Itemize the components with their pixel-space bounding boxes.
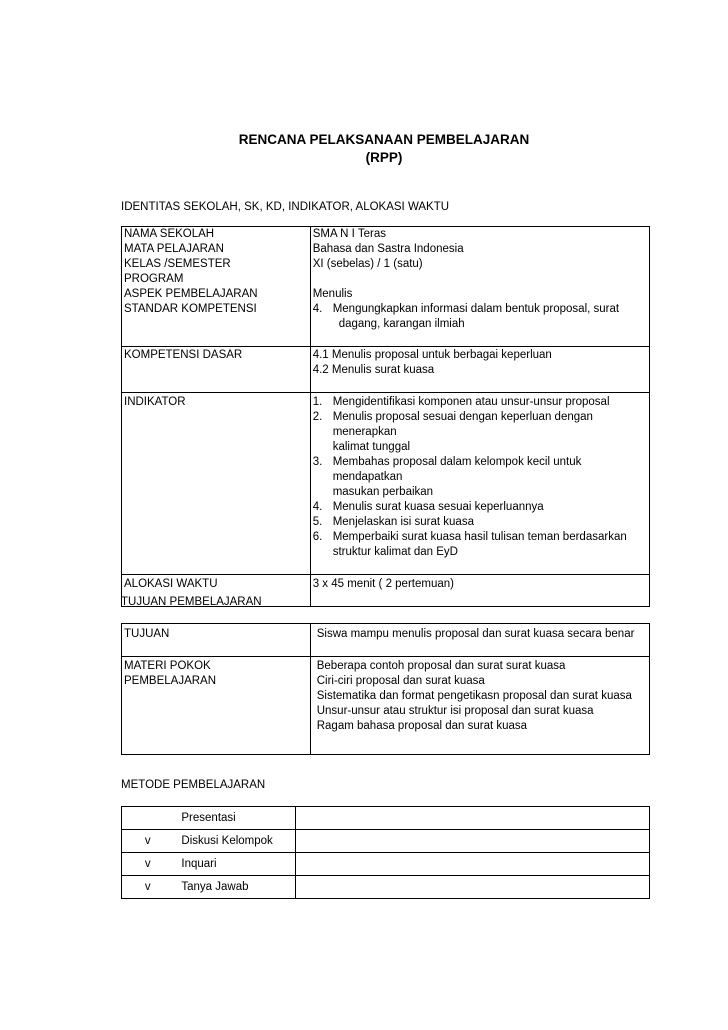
indikator-item: 4. Menulis surat kuasa sesuai keperluannya <box>312 501 544 513</box>
title-line-2: (RPP) <box>365 150 403 165</box>
metode-row <box>122 876 650 899</box>
metode-name: Presentasi <box>173 807 295 830</box>
label-alokasi-waktu: ALOKASI WAKTU <box>122 575 311 607</box>
metode-notes <box>295 876 649 899</box>
section-heading-identitas: IDENTITAS SEKOLAH, SK, KD, INDIKATOR, ALOKASI WAKTU <box>121 201 450 213</box>
value-indikator <box>310 393 649 575</box>
kd-item-2: 4.2 Menulis surat kuasa <box>312 364 435 376</box>
materi-item: Ragam bahasa proposal dan surat kuasa <box>316 720 528 732</box>
metode-check-mark: v <box>122 853 174 876</box>
indikator-list <box>313 395 647 560</box>
label-mata-pelajaran: MATA PELAJARAN <box>122 242 311 257</box>
value-program <box>310 272 649 287</box>
indikator-item: 1. Mengidentifikasi komponen atau unsur-unsur proposal <box>312 396 610 408</box>
metode-check-mark: v <box>122 830 174 853</box>
label-kompetensi-dasar: KOMPETENSI DASAR <box>122 347 311 393</box>
metode-name: Diskusi Kelompok <box>173 830 295 853</box>
value-standar-kompetensi: 4. Mengungkapkan informasi dalam bentuk proposal, surat dagang, karangan ilmiah <box>310 302 649 347</box>
label-indikator: INDIKATOR <box>122 393 311 575</box>
label-materi-pokok: MATERI POKOK PEMBELAJARAN <box>122 657 311 755</box>
value-aspek: Menulis <box>310 287 649 302</box>
metode-table <box>121 806 650 899</box>
metode-name: Tanya Jawab <box>173 876 295 899</box>
metode-name: Inquari <box>173 853 295 876</box>
metode-notes <box>295 830 649 853</box>
metode-notes <box>295 853 649 876</box>
label-kelas-semester: KELAS /SEMESTER <box>122 257 311 272</box>
materi-list <box>317 659 647 734</box>
indikator-item: 2. Menulis proposal sesuai dengan keperluan dengan menerapkan kalimat tunggal <box>312 411 593 453</box>
metode-check-mark: v <box>122 876 174 899</box>
value-materi-pokok <box>310 657 649 755</box>
value-tujuan: Siswa mampu menulis proposal dan surat kuasa secara benar <box>310 624 649 657</box>
title-line-1: RENCANA PELAKSANAAN PEMBELAJARAN <box>238 132 530 147</box>
metode-row <box>122 853 650 876</box>
value-nama-sekolah: SMA N I Teras <box>310 227 649 243</box>
document-title <box>0 131 728 167</box>
kd-item-1: 4.1 Menulis proposal untuk berbagai keperluan <box>312 349 552 361</box>
label-tujuan: TUJUAN <box>122 624 311 657</box>
materi-item: Beberapa contoh proposal dan surat surat kuasa <box>316 660 566 672</box>
materi-item: Unsur-unsur atau struktur isi proposal dan surat kuasa <box>316 705 594 717</box>
metode-row <box>122 830 650 853</box>
label-program: PROGRAM <box>122 272 311 287</box>
metode-row <box>122 807 650 830</box>
section-heading-metode: METODE PEMBELAJARAN <box>121 779 266 791</box>
label-standar-kompetensi: STANDAR KOMPETENSI <box>122 302 311 347</box>
metode-notes <box>295 807 649 830</box>
label-nama-sekolah: NAMA SEKOLAH <box>122 227 311 243</box>
identity-table <box>121 226 650 607</box>
indikator-item: 3. Membahas proposal dalam kelompok kecil untuk mendapatkan masukan perbaikan <box>312 456 582 498</box>
value-alokasi-waktu: 3 x 45 menit ( 2 pertemuan) <box>310 575 649 607</box>
value-mata-pelajaran: Bahasa dan Sastra Indonesia <box>310 242 649 257</box>
label-aspek: ASPEK PEMBELAJARAN <box>122 287 311 302</box>
indikator-item: 6. Memperbaiki surat kuasa hasil tulisan teman berdasarkan struktur kalimat dan EyD <box>312 531 627 558</box>
value-kompetensi-dasar <box>310 347 649 393</box>
value-kelas-semester: XI (sebelas) / 1 (satu) <box>310 257 649 272</box>
section-heading-tujuan: TUJUAN PEMBELAJARAN <box>121 596 262 608</box>
materi-item: Ciri-ciri proposal dan surat kuasa <box>316 675 485 687</box>
metode-check-mark <box>122 807 174 830</box>
materi-item: Sistematika dan format pengetikasn proposal dan surat kuasa <box>316 690 632 702</box>
indikator-item: 5. Menjelaskan isi surat kuasa <box>312 516 474 528</box>
tujuan-table <box>121 623 650 755</box>
